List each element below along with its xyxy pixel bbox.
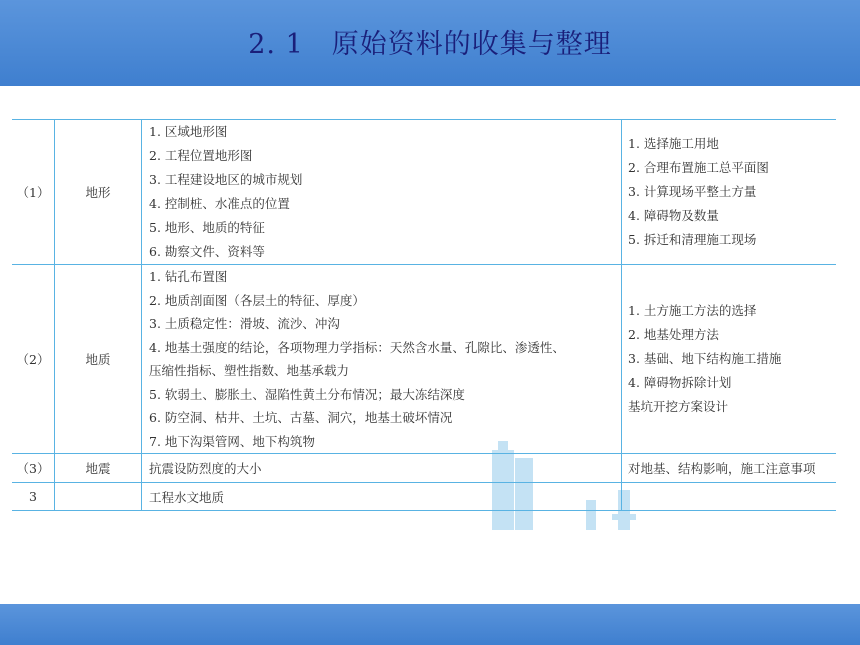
content-line: 1. 钻孔布置图	[149, 269, 228, 284]
content-cell: 工程水文地质	[142, 483, 622, 511]
content-line: 2. 地质剖面图（各层土的特征、厚度）	[149, 292, 365, 308]
category-cell: 地质	[55, 265, 142, 454]
purpose-line: 4. 障碍物拆除计划	[628, 375, 732, 390]
content-line: 4. 控制桩、水准点的位置	[149, 196, 290, 211]
purpose-line: 1. 土方施工方法的选择	[628, 303, 757, 318]
content-line: 5. 软弱土、膨胀土、湿陷性黄土分布情况；最大冻结深度	[149, 386, 465, 402]
purpose-line: 基坑开挖方案设计	[628, 399, 729, 414]
page-title: 2. 1 原始资料的收集与整理	[248, 29, 612, 60]
data-table	[12, 119, 836, 511]
content-line: 3. 土质稳定性：滑坡、流沙、冲沟	[149, 316, 340, 331]
row-number: 3	[12, 483, 55, 511]
category-cell: 地震	[55, 454, 142, 483]
table-row	[12, 454, 836, 483]
content-line: 6. 勘察文件、资料等	[149, 244, 265, 259]
purpose-cell	[622, 120, 837, 265]
content-line: 3. 工程建设地区的城市规划	[149, 172, 303, 187]
content-cell: 抗震设防烈度的大小	[142, 454, 622, 483]
category-cell: 地形	[55, 120, 142, 265]
purpose-line: 1. 选择施工用地	[628, 136, 719, 151]
purpose-cell	[622, 483, 837, 511]
row-number: （3）	[12, 454, 55, 483]
purpose-cell	[622, 265, 837, 454]
table-row	[12, 483, 836, 511]
title-banner	[0, 0, 860, 86]
category-cell	[55, 483, 142, 511]
content-line: 2. 工程位置地形图	[149, 148, 253, 163]
purpose-line: 5. 拆迁和清理施工现场	[628, 232, 757, 247]
row-number: （1）	[12, 120, 55, 265]
purpose-cell: 对地基、结构影响，施工注意事项	[622, 454, 837, 483]
purpose-line: 3. 基础、地下结构施工措施	[628, 351, 782, 366]
content-line: 4. 地基土强度的结论，各项物理力学指标：天然含水量、孔隙比、渗透性、	[149, 339, 565, 355]
content-cell	[142, 265, 622, 454]
footer-bar	[0, 604, 860, 645]
content-cell	[142, 120, 622, 265]
purpose-line: 2. 地基处理方法	[628, 327, 719, 342]
table-row	[12, 120, 836, 265]
row-number: （2）	[12, 265, 55, 454]
content-line: 7. 地下沟渠管网、地下构筑物	[149, 433, 315, 449]
content-line: 1. 区域地形图	[149, 124, 228, 139]
content-line: 6. 防空洞、枯井、土坑、古墓、洞穴，地基土破坏情况	[149, 410, 453, 425]
purpose-line: 3. 计算现场平整土方量	[628, 184, 757, 199]
content-line: 5. 地形、地质的特征	[149, 220, 265, 235]
purpose-line: 4. 障碍物及数量	[628, 208, 719, 223]
table-row	[12, 265, 836, 454]
content-line: 压缩性指标、塑性指数、地基承载力	[149, 363, 350, 378]
purpose-line: 2. 合理布置施工总平面图	[628, 160, 769, 175]
